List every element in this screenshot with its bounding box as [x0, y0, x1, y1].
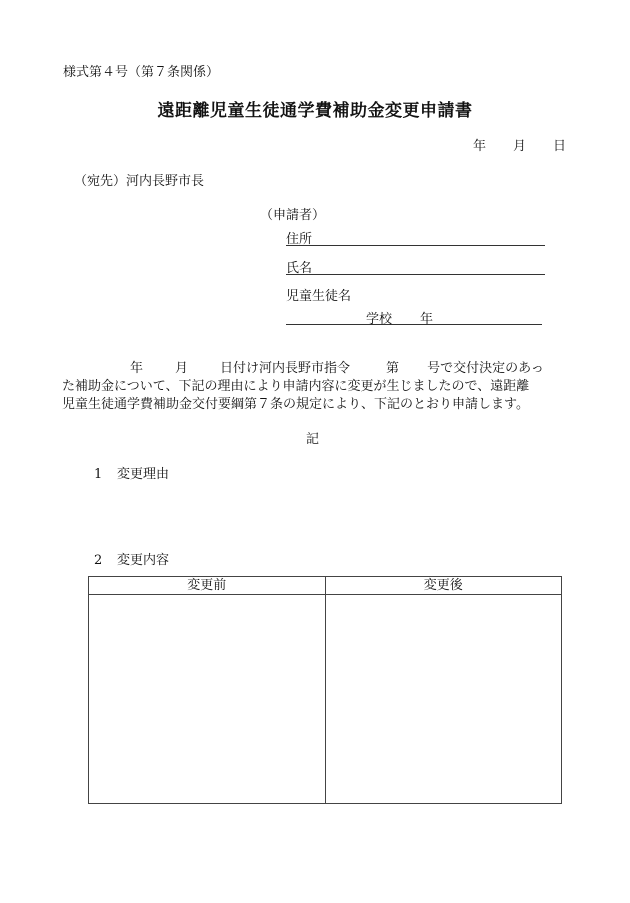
name-field-line[interactable]: [286, 274, 545, 275]
applicant-heading: （申請者）: [260, 208, 326, 223]
change-table-header-row: [89, 577, 562, 595]
body-day-text: 日付け河内長野市指令: [220, 361, 351, 376]
ki-heading: 記: [306, 432, 320, 447]
grade-label: 年: [420, 312, 434, 327]
body-paragraph: [62, 360, 568, 414]
school-grade-field-line[interactable]: [286, 324, 542, 325]
change-table: [88, 576, 562, 804]
school-label: 学校: [366, 312, 393, 327]
body-line-2: た補助金について、下記の理由により申請内容に変更が生じましたので、遠距離: [62, 379, 530, 394]
section-1-label: 変更理由: [117, 467, 170, 482]
body-dai-label: 第: [386, 361, 400, 376]
body-line-1: [62, 360, 568, 378]
document-title: 遠距離児童生徒通学費補助金変更申請書: [157, 101, 473, 121]
date-month-label: 月: [513, 139, 527, 154]
name-label: 氏名: [286, 261, 313, 276]
section-2-label: 変更内容: [117, 553, 170, 568]
before-cell[interactable]: [89, 595, 326, 804]
body-line-3: 児童生徒通学費補助金交付要綱第７条の規定により、下記のとおり申請します。: [62, 397, 529, 412]
address-field-line[interactable]: [286, 245, 545, 246]
date-year-label: 年: [473, 139, 487, 154]
address-label: 住所: [286, 232, 313, 247]
addressee: （宛先）河内長野市長: [74, 174, 205, 189]
before-header: 変更前: [89, 577, 326, 595]
form-number: 様式第４号（第７条関係）: [63, 65, 220, 80]
section-1-number: 1: [94, 467, 103, 482]
date-day-label: 日: [553, 139, 567, 154]
after-cell[interactable]: [325, 595, 562, 804]
change-table-body-row: [89, 595, 562, 804]
body-month-label: 月: [175, 361, 189, 376]
body-line-1-rest: 号で交付決定のあっ: [427, 361, 544, 376]
student-name-label: 児童生徒名: [286, 289, 352, 304]
body-year-label: 年: [130, 361, 144, 376]
section-2-number: 2: [94, 553, 103, 568]
after-header: 変更後: [325, 577, 562, 595]
